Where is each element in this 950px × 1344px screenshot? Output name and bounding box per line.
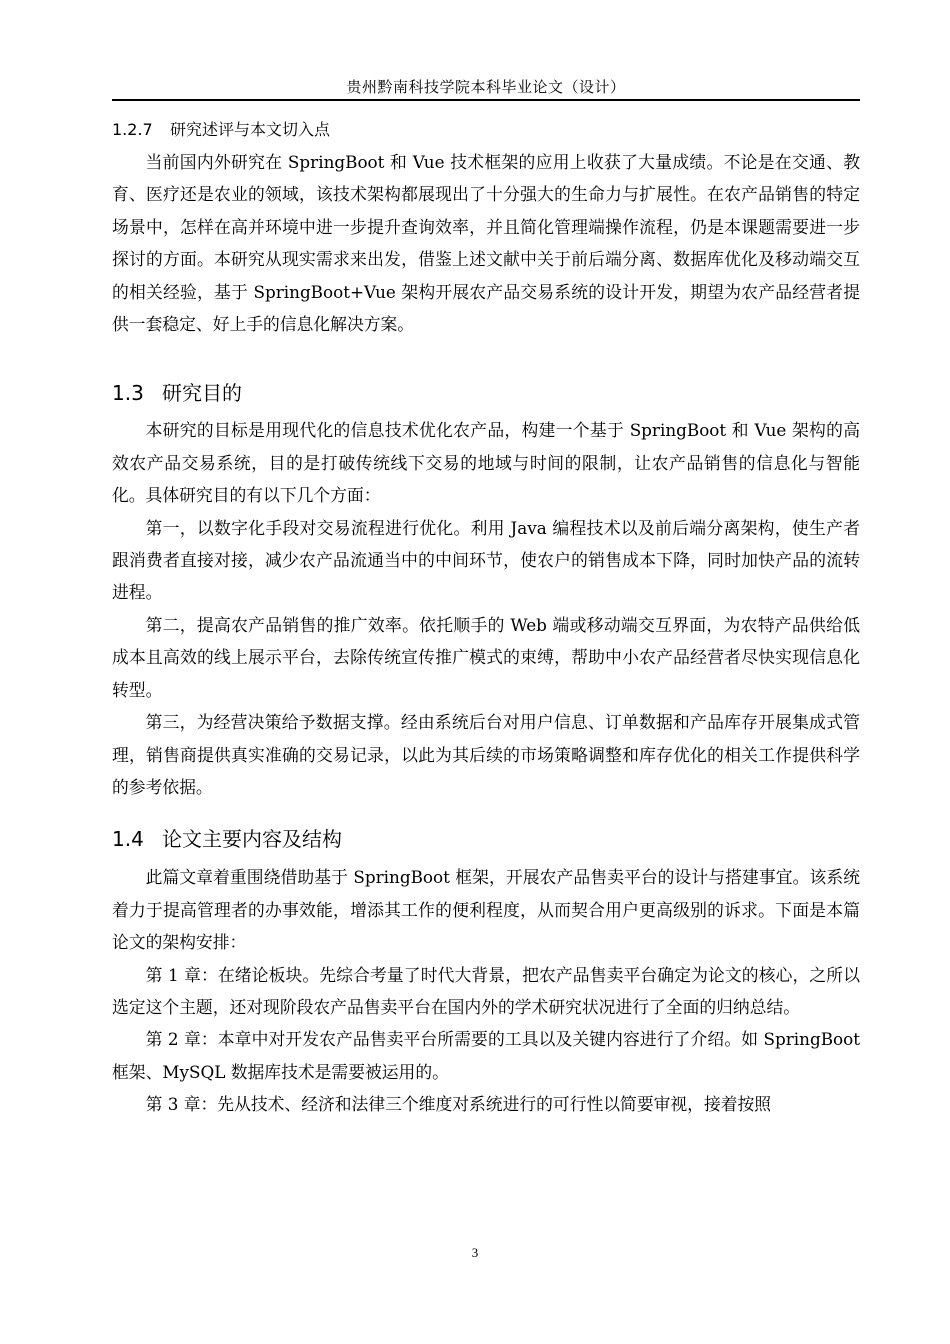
page-body: [112, 116, 860, 1121]
paragraph: 第三，为经营决策给予数据支撑。经由系统后台对用户信息、订单数据和产品库存开展集成式管理，销售商提供真实准确的交易记录，以此为其后续的市场策略调整和库存优化的相关工作提供科学的参考依据。: [112, 712, 860, 797]
section-heading-1-2-7: [112, 116, 860, 144]
header-rule: [112, 99, 860, 101]
section-title: 研究述评与本文切入点: [170, 120, 331, 139]
paragraph: 第 1 章：在绪论板块。先综合考量了时代大背景，把农产品售卖平台确定为论文的核心，之所以选定这个主题，还对现阶段农产品售卖平台在国内外的学术研究状况进行了全面的归纳总结。: [112, 964, 860, 1017]
section-heading-1-3: [112, 377, 860, 409]
paragraph: 第二，提高农产品销售的推广效率。依托顺手的 Web 端或移动端交互界面，为农特产品供给低成本且高效的线上展示平台，去除传统宣传推广模式的束缚，帮助中小农产品经营者尽快实现信息化转型。: [112, 614, 860, 700]
paragraph: 本研究的目标是用现代化的信息技术优化农产品，构建一个基于 SpringBoot 和 Vue 架构的高效农产品交易系统，目的是打破传统线下交易的地域与时间的限制，让农产品销售的信息化与智能化。具体研究目的有以下几个方面：: [112, 420, 860, 506]
section-number: 1.2.7: [112, 120, 153, 139]
page-number: 3: [471, 1245, 479, 1260]
section-number: 1.3: [112, 381, 144, 406]
section-number: 1.4: [112, 827, 144, 852]
running-header: 贵州黔南科技学院本科毕业论文（设计）: [346, 78, 626, 96]
section-title: 研究目的: [162, 381, 242, 406]
paragraph: 第 2 章：本章中对开发农产品售卖平台所需要的工具以及关键内容进行了介绍。如 SpringBoot 框架、MySQL 数据库技术是需要被运用的。: [112, 1029, 860, 1082]
paragraph: 第一，以数字化手段对交易流程进行优化。利用 Java 编程技术以及前后端分离架构，使生产者跟消费者直接对接，减少农产品流通当中的中间环节，使农户的销售成本下降，同时加快产品的流转进程。: [112, 517, 860, 603]
paragraph: 第 3 章：先从技术、经济和法律三个维度对系统进行的可行性以简要审视，接着按照: [145, 1094, 772, 1115]
section-heading-1-4: [112, 823, 860, 855]
section-title: 论文主要内容及结构: [162, 827, 342, 852]
paragraph: 当前国内外研究在 SpringBoot 和 Vue 技术框架的应用上收获了大量成绩。不论是在交通、教育、医疗还是农业的领域，该技术架构都展现出了十分强大的生命力与扩展性。在农产品销售的特定场景中，怎样在高并环境中进一步提升查询效率，并且简化管理端操作流程，仍是本课题需要进一步探讨的方面。本研究从现实需求来出发，借鉴上述文献中关于前后端分离、数据库优化及移动端交互的相关经验，基于 SpringBoot+Vue 架构开展农产品交易系统的设计开发，期望为农产品经营者提供一套稳定、好上手的信息化解决方案。: [112, 152, 860, 335]
paragraph: 此篇文章着重围绕借助基于 SpringBoot 框架，开展农产品售卖平台的设计与搭建事宜。该系统着力于提高管理者的办事效能，增添其工作的便利程度，从而契合用户更高级别的诉求。下面是本篇论文的架构安排：: [112, 867, 860, 953]
